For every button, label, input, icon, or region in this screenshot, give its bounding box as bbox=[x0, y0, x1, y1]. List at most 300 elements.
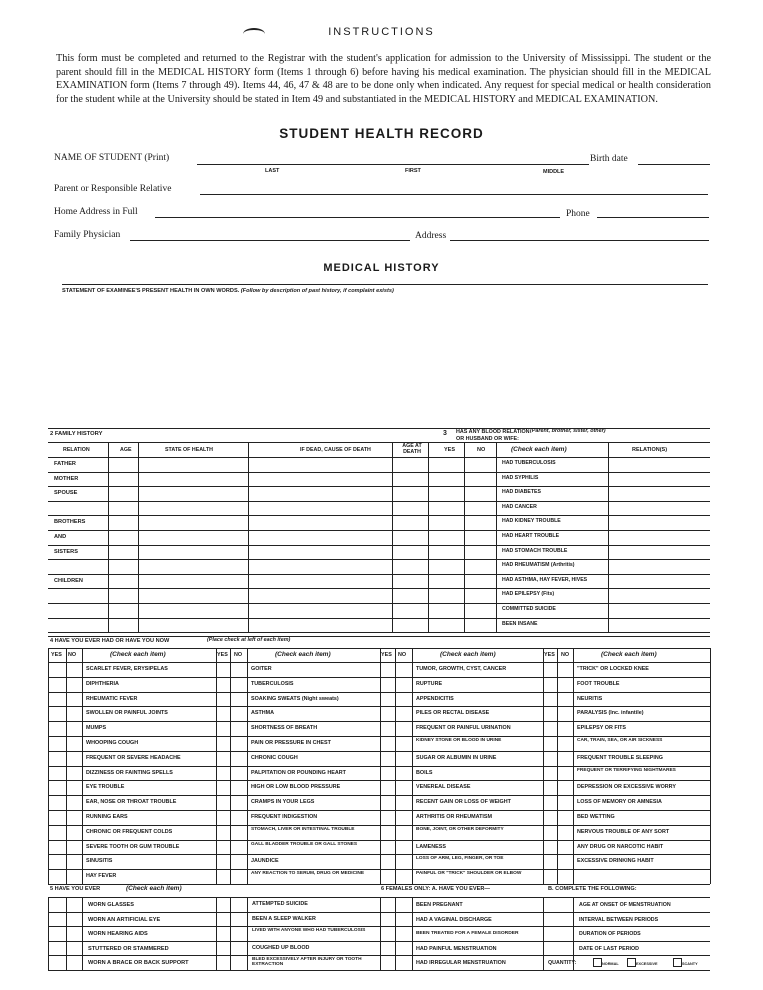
table-row-rule bbox=[48, 912, 710, 913]
section-4-yes-header: YES bbox=[217, 652, 228, 658]
condition-yes-box[interactable] bbox=[379, 752, 395, 765]
condition-item: BED WETTING bbox=[577, 814, 615, 820]
physician-address-label: Address bbox=[415, 231, 447, 241]
quantity-normal: NORMAL bbox=[602, 962, 619, 967]
section-4-no-header: NO bbox=[561, 652, 570, 658]
condition-yes-box[interactable] bbox=[542, 707, 558, 720]
section-4-yes-header: YES bbox=[544, 652, 555, 658]
condition-item: PILES OR RECTAL DISEASE bbox=[416, 710, 490, 717]
section-5-title: 5 HAVE YOU EVER bbox=[50, 886, 101, 892]
family-col-rule bbox=[392, 442, 393, 632]
condition-yes-box[interactable] bbox=[49, 781, 65, 794]
table-row-rule bbox=[48, 515, 710, 516]
section-5-col-rule bbox=[380, 897, 381, 970]
condition-yes-box[interactable] bbox=[379, 693, 395, 706]
condition-no-box[interactable] bbox=[397, 855, 412, 868]
condition-no-box[interactable] bbox=[560, 663, 575, 676]
condition-no-box[interactable] bbox=[397, 722, 412, 735]
blood-col-rule bbox=[608, 442, 609, 632]
condition-yes-box[interactable] bbox=[49, 707, 65, 720]
condition-item: CRAMPS IN YOUR LEGS bbox=[251, 799, 315, 806]
condition-no-box[interactable] bbox=[560, 841, 575, 854]
condition-yes-box[interactable] bbox=[49, 796, 65, 809]
condition-item: SCARLET FEVER, ERYSIPELAS bbox=[86, 666, 168, 672]
family-col-rule bbox=[248, 442, 249, 632]
blood-item: HAD TUBERCULOSIS bbox=[502, 460, 556, 466]
blood-yes-box[interactable] bbox=[430, 604, 463, 617]
section-5-check-note: (Check each item) bbox=[126, 885, 182, 892]
family-relation: CHILDREN bbox=[54, 577, 83, 584]
section-4-check-note: (Check each item) bbox=[110, 651, 166, 658]
condition-no-box[interactable] bbox=[67, 796, 82, 809]
condition-yes-box[interactable] bbox=[215, 737, 231, 750]
quantity-excessive: EXCESSIVE bbox=[636, 962, 658, 967]
blood-header-rule bbox=[428, 442, 710, 443]
family-col-header: STATE OF HEALTH bbox=[165, 447, 213, 453]
section-5-col-rule bbox=[66, 897, 67, 970]
condition-yes-box[interactable] bbox=[49, 826, 65, 839]
condition-yes-box[interactable] bbox=[379, 870, 395, 883]
family-header-rule bbox=[48, 442, 428, 443]
family-header-bottom bbox=[48, 457, 710, 458]
blood-no-box[interactable] bbox=[465, 502, 495, 515]
blood-item: HAD SYPHILIS bbox=[502, 474, 539, 481]
condition-item: FREQUENT TROUBLE SLEEPING bbox=[577, 754, 663, 761]
condition-no-box[interactable] bbox=[397, 737, 412, 750]
condition-no-box[interactable] bbox=[67, 693, 82, 706]
condition-no-box[interactable] bbox=[67, 752, 82, 765]
section-4-yes-header: YES bbox=[51, 652, 62, 658]
condition-yes-box[interactable] bbox=[542, 663, 558, 676]
section-4-no-header: NO bbox=[68, 652, 77, 658]
condition-item: LAMENESS bbox=[416, 843, 446, 850]
condition-yes-box[interactable] bbox=[215, 722, 231, 735]
condition-item: SUGAR OR ALBUMIN IN URINE bbox=[416, 754, 497, 761]
have-you-ever-item: STUTTERED OR STAMMERED bbox=[88, 945, 169, 952]
condition-item: RUNNING EARS bbox=[86, 814, 128, 820]
condition-yes-box[interactable] bbox=[215, 707, 231, 720]
birth-line[interactable] bbox=[638, 164, 710, 165]
condition-yes-box[interactable] bbox=[379, 722, 395, 735]
section-5-col-rule bbox=[395, 897, 396, 970]
condition-no-box[interactable] bbox=[233, 722, 248, 735]
condition-no-box[interactable] bbox=[560, 693, 575, 706]
section-6-title: 6 FEMALES ONLY: A. HAVE YOU EVER— bbox=[381, 886, 490, 892]
condition-no-box[interactable] bbox=[397, 693, 412, 706]
condition-yes-box[interactable] bbox=[542, 767, 558, 780]
blood-no-box[interactable] bbox=[465, 531, 495, 544]
first-label: FIRST bbox=[405, 168, 421, 174]
blood-yes-box[interactable] bbox=[430, 487, 463, 500]
condition-item: RHEUMATIC FEVER bbox=[86, 695, 138, 702]
condition-no-box[interactable] bbox=[67, 841, 82, 854]
condition-no-box[interactable] bbox=[397, 826, 412, 839]
condition-item: DIPHTHERIA bbox=[86, 680, 119, 687]
condition-yes-box[interactable] bbox=[542, 855, 558, 868]
phone-line[interactable] bbox=[597, 217, 709, 218]
section-4-yes-header: YES bbox=[381, 652, 392, 658]
quantity-scanty: SCANTY bbox=[682, 962, 698, 967]
condition-item: GALL BLADDER TROUBLE OR GALL STONES bbox=[251, 841, 358, 847]
condition-item: BOILS bbox=[416, 769, 433, 776]
condition-yes-box[interactable] bbox=[215, 781, 231, 794]
condition-no-box[interactable] bbox=[560, 722, 575, 735]
condition-item: ASTHMA bbox=[251, 710, 275, 717]
condition-yes-box[interactable] bbox=[542, 841, 558, 854]
quantity-normal-box[interactable] bbox=[593, 958, 602, 967]
condition-yes-box[interactable] bbox=[542, 796, 558, 809]
condition-item: EPILEPSY OR FITS bbox=[577, 725, 627, 732]
condition-yes-box[interactable] bbox=[49, 678, 65, 691]
section-5-col-rule bbox=[247, 897, 248, 970]
section-4-header-top bbox=[48, 648, 710, 649]
condition-no-box[interactable] bbox=[233, 707, 248, 720]
section-4-check-note: (Check each item) bbox=[275, 651, 331, 658]
condition-no-box[interactable] bbox=[560, 811, 575, 824]
condition-item: FREQUENT OR PAINFUL URINATION bbox=[416, 725, 511, 732]
quantity-excessive-box[interactable] bbox=[627, 958, 636, 967]
condition-item: FREQUENT INDIGESTION bbox=[251, 814, 318, 820]
condition-no-box[interactable] bbox=[233, 826, 248, 839]
condition-item: FREQUENT OR TERRIFYING NIGHTMARES bbox=[577, 767, 676, 773]
condition-yes-box[interactable] bbox=[379, 826, 395, 839]
parent-label: Parent or Responsible Relative bbox=[54, 184, 172, 194]
blood-yes-box[interactable] bbox=[430, 531, 463, 544]
condition-yes-box[interactable] bbox=[542, 826, 558, 839]
blood-title: HAS ANY BLOOD RELATION bbox=[456, 429, 530, 435]
blood-item: HAD STOMACH TROUBLE bbox=[502, 547, 568, 554]
condition-yes-box[interactable] bbox=[379, 855, 395, 868]
table-row-rule bbox=[48, 545, 710, 546]
blood-no: NO bbox=[477, 447, 486, 453]
section-5-col-rule bbox=[82, 897, 83, 970]
condition-yes-box[interactable] bbox=[215, 796, 231, 809]
condition-no-box[interactable] bbox=[397, 707, 412, 720]
condition-no-box[interactable] bbox=[560, 781, 575, 794]
family-col-header: AGE bbox=[120, 447, 132, 453]
blood-no-box[interactable] bbox=[465, 575, 495, 588]
female-b-item: AGE AT ONSET OF MENSTRUATION bbox=[579, 902, 671, 908]
family-relation: SISTERS bbox=[54, 548, 78, 555]
condition-item: CHRONIC COUGH bbox=[251, 754, 298, 761]
condition-no-box[interactable] bbox=[397, 841, 412, 854]
condition-no-box[interactable] bbox=[233, 781, 248, 794]
family-col-rule bbox=[428, 442, 429, 632]
condition-no-box[interactable] bbox=[560, 678, 575, 691]
condition-no-box[interactable] bbox=[397, 752, 412, 765]
table-row-rule bbox=[48, 603, 710, 604]
have-you-ever-item: LIVED WITH ANYONE WHO HAD TUBERCULOSIS bbox=[252, 928, 366, 934]
section-2-top-rule bbox=[48, 428, 710, 429]
family-col-header: AGE AT DEATH bbox=[402, 443, 422, 455]
table-row-rule bbox=[48, 955, 710, 956]
condition-item: LOSS OF ARM, LEG, FINGER, OR TOE bbox=[416, 856, 504, 862]
condition-yes-box[interactable] bbox=[379, 811, 395, 824]
condition-yes-box[interactable] bbox=[542, 781, 558, 794]
name-label: NAME OF STUDENT (Print) bbox=[54, 153, 170, 163]
condition-yes-box[interactable] bbox=[215, 841, 231, 854]
condition-item: KIDNEY STONE OR BLOOD IN URINE bbox=[416, 738, 502, 743]
condition-no-box[interactable] bbox=[233, 737, 248, 750]
condition-item: ARTHRITIS OR RHEUMATISM bbox=[416, 814, 492, 820]
condition-item: WHOOPING COUGH bbox=[86, 740, 139, 746]
condition-yes-box[interactable] bbox=[379, 678, 395, 691]
have-you-ever-item: BLED EXCESSIVELY AFTER INJURY OR TOOTH EXTRACTION bbox=[252, 957, 362, 968]
blood-yes-box[interactable] bbox=[430, 516, 463, 529]
table-row-rule bbox=[48, 941, 710, 942]
condition-no-box[interactable] bbox=[397, 796, 412, 809]
condition-yes-box[interactable] bbox=[49, 663, 65, 676]
condition-no-box[interactable] bbox=[560, 737, 575, 750]
condition-yes-box[interactable] bbox=[542, 811, 558, 824]
condition-item: GOITER bbox=[251, 666, 272, 672]
condition-no-box[interactable] bbox=[233, 870, 248, 883]
have-you-ever-item: ATTEMPTED SUICIDE bbox=[252, 901, 308, 907]
blood-title-2: OR HUSBAND OR WIFE: bbox=[456, 436, 519, 442]
blood-yes-box[interactable] bbox=[430, 473, 463, 486]
condition-item: JAUNDICE bbox=[251, 858, 279, 865]
condition-no-box[interactable] bbox=[67, 678, 82, 691]
family-col-header: IF DEAD, CAUSE OF DEATH bbox=[300, 447, 371, 453]
condition-no-box[interactable] bbox=[560, 855, 575, 868]
condition-yes-box[interactable] bbox=[215, 811, 231, 824]
blood-item: COMMITTED SUICIDE bbox=[502, 606, 556, 612]
table-row-rule bbox=[48, 926, 710, 927]
condition-no-box[interactable] bbox=[67, 707, 82, 720]
blood-item: HAD ASTHMA, HAY FEVER, HIVES bbox=[502, 576, 588, 583]
blood-no-box[interactable] bbox=[465, 516, 495, 529]
condition-no-box[interactable] bbox=[397, 870, 412, 883]
condition-yes-box[interactable] bbox=[49, 722, 65, 735]
condition-item: APPENDICITIS bbox=[416, 695, 454, 702]
section-4-col-rule bbox=[395, 648, 396, 884]
condition-item: SEVERE TOOTH OR GUM TROUBLE bbox=[86, 843, 180, 850]
section-5-col-rule bbox=[543, 897, 544, 970]
condition-no-box[interactable] bbox=[397, 781, 412, 794]
condition-yes-box[interactable] bbox=[379, 841, 395, 854]
section-5-col-rule bbox=[230, 897, 231, 970]
table-row-rule bbox=[48, 970, 710, 971]
address-line[interactable] bbox=[155, 217, 560, 218]
condition-no-box[interactable] bbox=[233, 752, 248, 765]
blood-title-note: (Parent, brother, sister, other) bbox=[530, 428, 606, 434]
female-b-item: DATE OF LAST PERIOD bbox=[579, 945, 639, 952]
condition-no-box[interactable] bbox=[233, 678, 248, 691]
family-relation: MOTHER bbox=[54, 475, 79, 482]
blood-yes-box[interactable] bbox=[430, 589, 463, 602]
physician-address-line[interactable] bbox=[450, 240, 709, 241]
blood-no-box[interactable] bbox=[465, 546, 495, 559]
condition-yes-box[interactable] bbox=[215, 870, 231, 883]
condition-yes-box[interactable] bbox=[49, 841, 65, 854]
condition-item: HAY FEVER bbox=[86, 873, 117, 880]
condition-item: VENEREAL DISEASE bbox=[416, 784, 471, 791]
condition-no-box[interactable] bbox=[67, 781, 82, 794]
section-5-col-rule bbox=[573, 897, 574, 970]
table-row-rule bbox=[48, 530, 710, 531]
condition-item: LOSS OF MEMORY OR AMNESIA bbox=[577, 799, 662, 806]
section-5-col-rule bbox=[48, 897, 49, 970]
female-item: BEEN TREATED FOR A FEMALE DISORDER bbox=[416, 931, 519, 937]
condition-no-box[interactable] bbox=[560, 707, 575, 720]
condition-no-box[interactable] bbox=[233, 767, 248, 780]
condition-item: BONE, JOINT, OR OTHER DEFORMITY bbox=[416, 826, 504, 832]
table-row-rule bbox=[48, 486, 710, 487]
condition-yes-box[interactable] bbox=[379, 781, 395, 794]
parent-line[interactable] bbox=[200, 194, 708, 195]
section-4-check-note: (Check each item) bbox=[601, 651, 657, 658]
condition-no-box[interactable] bbox=[233, 811, 248, 824]
female-item: HAD IRREGULAR MENSTRUATION bbox=[416, 960, 506, 967]
condition-yes-box[interactable] bbox=[49, 737, 65, 750]
table-row-rule bbox=[48, 632, 710, 633]
physician-label: Family Physician bbox=[54, 230, 121, 240]
condition-item: ANY REACTION TO SERUM, DRUG OR MEDICINE bbox=[251, 871, 365, 877]
condition-no-box[interactable] bbox=[397, 811, 412, 824]
blood-item: BEEN INSANE bbox=[502, 620, 538, 627]
female-item: BEEN PREGNANT bbox=[416, 902, 463, 908]
statement-text: STATEMENT OF EXAMINEE'S PRESENT HEALTH IN OWN WORDS. bbox=[62, 288, 240, 294]
middle-label: MIDDLE bbox=[543, 169, 565, 175]
condition-yes-box[interactable] bbox=[49, 811, 65, 824]
condition-yes-box[interactable] bbox=[542, 737, 558, 750]
condition-no-box[interactable] bbox=[67, 855, 82, 868]
table-row-rule bbox=[48, 559, 710, 560]
condition-yes-box[interactable] bbox=[542, 693, 558, 706]
family-history-title: 2 FAMILY HISTORY bbox=[50, 431, 103, 437]
medical-history-title: MEDICAL HISTORY bbox=[323, 262, 440, 274]
blood-yes-box[interactable] bbox=[430, 575, 463, 588]
section-5-col-rule bbox=[412, 897, 413, 970]
family-col-rule bbox=[108, 442, 109, 632]
section-4-top-rule bbox=[48, 636, 710, 637]
condition-no-box[interactable] bbox=[233, 855, 248, 868]
condition-item: RUPTURE bbox=[416, 680, 443, 687]
blood-no-box[interactable] bbox=[465, 487, 495, 500]
condition-yes-box[interactable] bbox=[49, 693, 65, 706]
condition-item: PAINFUL OR "TRICK" SHOULDER OR ELBOW bbox=[416, 871, 522, 877]
condition-yes-box[interactable] bbox=[49, 855, 65, 868]
condition-yes-box[interactable] bbox=[215, 693, 231, 706]
condition-item: SWOLLEN OR PAINFUL JOINTS bbox=[86, 710, 168, 717]
condition-no-box[interactable] bbox=[233, 693, 248, 706]
condition-item: NEURITIS bbox=[577, 695, 603, 702]
condition-yes-box[interactable] bbox=[215, 855, 231, 868]
blood-yes-box[interactable] bbox=[430, 560, 463, 573]
condition-no-box[interactable] bbox=[560, 752, 575, 765]
condition-item: EAR, NOSE OR THROAT TROUBLE bbox=[86, 799, 177, 806]
condition-no-box[interactable] bbox=[560, 826, 575, 839]
blood-yes-box[interactable] bbox=[430, 458, 463, 471]
condition-item: PALPITATION OR POUNDING HEART bbox=[251, 769, 346, 776]
blood-item: HAD RHEUMATISM (Arthritis) bbox=[502, 562, 575, 569]
condition-yes-box[interactable] bbox=[542, 752, 558, 765]
condition-item: DEPRESSION OR EXCESSIVE WORRY bbox=[577, 784, 676, 791]
blood-yes-box[interactable] bbox=[430, 502, 463, 515]
condition-no-box[interactable] bbox=[67, 870, 82, 883]
condition-no-box[interactable] bbox=[560, 796, 575, 809]
condition-item: EYE TROUBLE bbox=[86, 784, 125, 791]
section-4-note: (Place check at left of each item) bbox=[207, 637, 291, 643]
blood-item: HAD KIDNEY TROUBLE bbox=[502, 518, 561, 525]
blood-yes-box[interactable] bbox=[430, 619, 463, 632]
condition-item: TUBERCULOSIS bbox=[251, 680, 294, 687]
blood-no-box[interactable] bbox=[465, 560, 495, 573]
statement-rule bbox=[62, 284, 708, 285]
condition-yes-box[interactable] bbox=[379, 737, 395, 750]
condition-yes-box[interactable] bbox=[49, 870, 65, 883]
condition-yes-box[interactable] bbox=[542, 722, 558, 735]
condition-no-box[interactable] bbox=[560, 767, 575, 780]
condition-no-box[interactable] bbox=[233, 663, 248, 676]
female-item: HAD A VAGINAL DISCHARGE bbox=[416, 916, 492, 923]
section-4-check-note: (Check each item) bbox=[440, 651, 496, 658]
physician-line[interactable] bbox=[130, 240, 410, 241]
condition-yes-box[interactable] bbox=[215, 678, 231, 691]
condition-yes-box[interactable] bbox=[379, 767, 395, 780]
condition-yes-box[interactable] bbox=[49, 752, 65, 765]
blood-no-box[interactable] bbox=[465, 589, 495, 602]
blood-no-box[interactable] bbox=[465, 619, 495, 632]
condition-no-box[interactable] bbox=[397, 767, 412, 780]
condition-yes-box[interactable] bbox=[49, 767, 65, 780]
section-5-col-rule bbox=[216, 897, 217, 970]
blood-col-rule bbox=[496, 442, 497, 632]
condition-item: DIZZINESS OR FAINTING SPELLS bbox=[86, 769, 173, 776]
blood-item: HAD CANCER bbox=[502, 503, 537, 510]
blood-no-box[interactable] bbox=[465, 458, 495, 471]
have-you-ever-item: WORN A BRACE OR BACK SUPPORT bbox=[88, 960, 189, 967]
condition-yes-box[interactable] bbox=[379, 796, 395, 809]
condition-no-box[interactable] bbox=[397, 678, 412, 691]
condition-no-box[interactable] bbox=[233, 796, 248, 809]
condition-item: EXCESSIVE DRINKING HABIT bbox=[577, 858, 654, 865]
condition-no-box[interactable] bbox=[67, 767, 82, 780]
condition-no-box[interactable] bbox=[67, 811, 82, 824]
form-title: STUDENT HEALTH RECORD bbox=[279, 126, 484, 141]
blood-item: HAD EPILEPSY (Fits) bbox=[502, 591, 555, 598]
family-col-rule bbox=[138, 442, 139, 632]
condition-yes-box[interactable] bbox=[379, 663, 395, 676]
name-line[interactable] bbox=[197, 164, 589, 165]
condition-yes-box[interactable] bbox=[215, 752, 231, 765]
condition-yes-box[interactable] bbox=[215, 767, 231, 780]
blood-no-box[interactable] bbox=[465, 473, 495, 486]
family-relation: AND bbox=[54, 534, 67, 540]
blood-num: 3 bbox=[443, 430, 447, 437]
condition-no-box[interactable] bbox=[233, 841, 248, 854]
quantity-scanty-box[interactable] bbox=[673, 958, 682, 967]
blood-no-box[interactable] bbox=[465, 604, 495, 617]
condition-no-box[interactable] bbox=[67, 663, 82, 676]
condition-yes-box[interactable] bbox=[215, 826, 231, 839]
blood-yes: YES bbox=[444, 447, 456, 453]
condition-no-box[interactable] bbox=[67, 826, 82, 839]
section-4-col-rule bbox=[82, 648, 83, 884]
table-row-rule bbox=[48, 472, 710, 473]
condition-no-box[interactable] bbox=[67, 737, 82, 750]
table-row-rule bbox=[48, 618, 710, 619]
condition-yes-box[interactable] bbox=[379, 707, 395, 720]
blood-relations-header: RELATION(S) bbox=[632, 447, 668, 453]
condition-yes-box[interactable] bbox=[542, 678, 558, 691]
condition-yes-box[interactable] bbox=[215, 663, 231, 676]
instructions-title: INSTRUCTIONS bbox=[328, 26, 435, 38]
blood-yes-box[interactable] bbox=[430, 546, 463, 559]
condition-no-box[interactable] bbox=[397, 663, 412, 676]
condition-item: ANY DRUG OR NARCOTIC HABIT bbox=[577, 843, 664, 850]
condition-no-box[interactable] bbox=[67, 722, 82, 735]
